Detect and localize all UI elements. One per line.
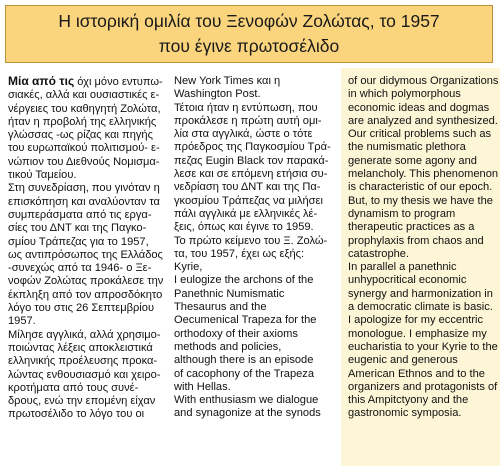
column-1-line: 1957. xyxy=(8,315,36,328)
column-2-line: Το πρώτο κείμενο του Ξ. Ζολώ- xyxy=(174,234,328,247)
column-3-line: of our didymous Organizations xyxy=(348,75,499,87)
column-2-line: Kyrie, xyxy=(174,261,203,274)
column-2-line: Washington Post. xyxy=(174,88,261,101)
column-2-line: Oecumenical Trapeza for the xyxy=(174,314,317,327)
column-2-line: New York Times και η xyxy=(174,75,281,87)
column-3-line: is characteristic of our epoch. xyxy=(348,181,493,194)
column-3-line: eucharistia to your Kyrie to the xyxy=(348,340,498,353)
column-2-line: ξεις, όπως και έγινε το 1959. xyxy=(174,221,314,234)
column-1-line: πρωτοσέλιδο το λόγο του οι xyxy=(8,408,145,421)
column-1-line: -συνεχώς από τα 1946- ο Ξε- xyxy=(8,262,152,275)
column-1-line: του ευρωπαϊκού πολιτισμού- ε- xyxy=(8,142,160,155)
column-3-line: In parallel a panethnic xyxy=(348,261,457,274)
column-1-line: κροτήματα από τους συνέ- xyxy=(8,381,139,394)
column-2-line: λεσε και σε επόμενη ετήσια συ- xyxy=(174,168,328,181)
column-2-line: with Hellas. xyxy=(174,380,231,393)
column-3-line: generate some agony and xyxy=(348,154,477,167)
column-2-line: and synagonize at the synods xyxy=(174,407,321,420)
column-2-line: Τέτοια ήταν η εντύπωση, που xyxy=(174,101,318,114)
column-1-line: επισκόπηση και αναλύονταν τα xyxy=(8,195,160,208)
column-2-line: τα, του 1957, έχει ως εξής: xyxy=(174,247,305,260)
column-1-line: γλώσσας -ως ρίζας και πηγής xyxy=(8,129,153,142)
column-1-line: νώπιον του Διεθνούς Νομισμα- xyxy=(8,155,160,168)
column-1-line: λόγο του στις 26 Σεπτεμβρίου xyxy=(8,302,155,315)
column-2-line: προκάλεσε η πρώτη αυτή ομι- xyxy=(174,114,322,127)
column-1 xyxy=(8,74,164,422)
column-2-line: νεδρίαση του ΔΝΤ και της Πα- xyxy=(174,181,321,194)
column-1-line: συμπεράσματα από τις εργα- xyxy=(8,208,152,221)
column-3-line: monologue. I emphasize my xyxy=(348,327,487,340)
column-3-line: eugenic and generous xyxy=(348,354,458,367)
column-3-line: in which polymorphous xyxy=(348,88,461,101)
column-3-line: prophylaxis from chaos and xyxy=(348,234,484,247)
column-2-line: Panethnic Numismatic xyxy=(174,287,285,300)
column-2-line: With enthusiasm we dialogue xyxy=(174,394,319,407)
column-1-line: σιακές, αλλά και ουσιαστικές ε- xyxy=(8,89,160,102)
column-2 xyxy=(174,75,336,421)
column-1-line: ελληνικής προέλευσης προκα- xyxy=(8,355,158,368)
column-3-line: Our critical problems such as xyxy=(348,128,492,141)
column-3-line: are analyzed and synthesized. xyxy=(348,114,498,127)
column-3-line: unhypocritical economic xyxy=(348,274,467,287)
column-1-line: έκπληξη από τον απροσδόκητο xyxy=(8,288,163,301)
column-2-line: πεζας Eugin Black τον παρακά- xyxy=(174,154,329,167)
column-2-line: Thesaurus and the xyxy=(174,301,267,314)
column-1-line: νοφών Ζολώτας προκάλεσε την xyxy=(8,275,164,288)
column-2-line: πάλι αγγλικά με ελληνικές λέ- xyxy=(174,207,318,220)
column-1-line-text: όχι μόνο εντυπω- xyxy=(74,76,163,88)
column-3-line: synergy and harmonization in xyxy=(348,287,493,300)
column-2-line: orthodoxy of their axioms xyxy=(174,327,298,340)
column-2-line: of cacophony of the Trapeza xyxy=(174,367,314,380)
column-3-line: catastrophe. xyxy=(348,247,410,260)
column-1-line xyxy=(8,74,163,89)
column-3-line: organizers and protagonists of xyxy=(348,380,498,393)
column-1-line: δρους, ενώ την επομένη είχαν xyxy=(8,395,156,408)
lead-phrase: Μία από τις xyxy=(8,74,75,88)
column-3-line: dynamism to program xyxy=(348,207,456,220)
column-1-line: τικού Ταμείου. xyxy=(8,169,77,182)
column-1-line: σμίου Τράπεζας για το 1957, xyxy=(8,235,149,248)
column-3-line: economic ideas and dogmas xyxy=(348,101,490,114)
column-3-line: gastronomic symposia. xyxy=(348,407,462,420)
column-1-line: ως αντιπρόσωπος της Ελλάδος xyxy=(8,248,163,261)
column-3-line: But, to my thesis we have the xyxy=(348,194,493,207)
column-1-line: λώντας ενθουσιασμό και χειρο- xyxy=(8,368,161,381)
column-2-line: although there is an episode xyxy=(174,354,314,367)
headline-line-1: Η ιστορική ομιλία του Ξενοφών Ζολώτας, το 1957 xyxy=(58,11,440,31)
column-3-line: therapeutic practices as a xyxy=(348,221,475,234)
column-2-line: λία στα αγγλικά, ώστε ο τότε xyxy=(174,128,313,141)
column-3-line: this Ampitctyony and the xyxy=(348,394,469,407)
column-2-line: γκοσμίου Τράπεζας να μιλήσει xyxy=(174,194,323,207)
column-3-line: American Ethnos and to the xyxy=(348,367,485,380)
column-3-line: I apologize for my eccentric xyxy=(348,314,484,327)
column-3-line: melancholy. This phenomenon xyxy=(348,168,499,181)
column-1-line: ήταν η προβολή της ελληνικής xyxy=(8,115,157,128)
column-1-line: ποιώντας λέξεις αποκλειστικά xyxy=(8,341,153,354)
column-3-line: a democratic climate is basic. xyxy=(348,301,493,314)
column-1-line: σίες του ΔΝΤ και της Παγκο- xyxy=(8,222,147,235)
column-3 xyxy=(348,75,498,421)
column-1-line: Μίλησε αγγλικά, αλλά χρησιμο- xyxy=(8,328,161,341)
column-2-line: πρόεδρος της Παγκοσμίου Τρά- xyxy=(174,141,331,154)
column-3-line: the numismatic plethora xyxy=(348,141,466,154)
column-2-line: methods and policies, xyxy=(174,340,282,353)
column-1-line: νέργειες του καθηγητή Ζολώτα, xyxy=(8,102,161,115)
column-1-line: Στη συνεδρίαση, που γινόταν η xyxy=(8,182,160,195)
headline-line-2: που έγινε πρωτοσέλιδο xyxy=(158,36,340,56)
column-2-line: I eulogize the archons of the xyxy=(174,274,314,287)
headline-box xyxy=(5,5,493,63)
